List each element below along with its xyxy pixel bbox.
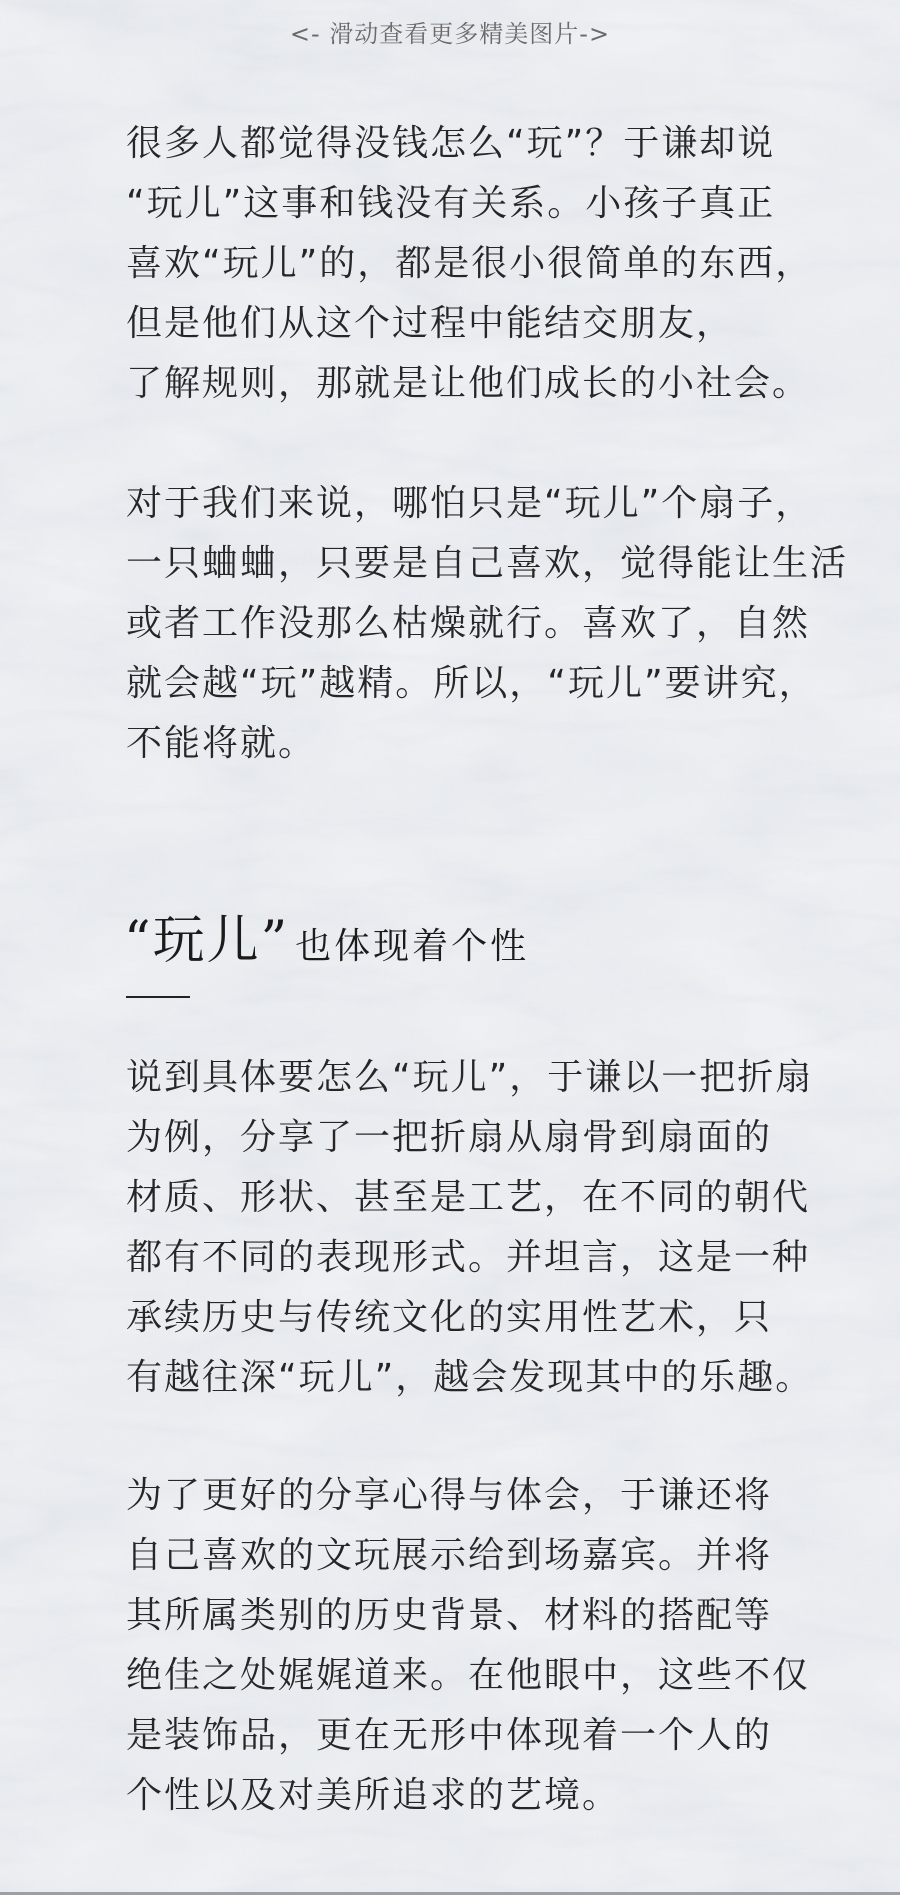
text-line: “玩儿”这事和钱没有关系。小孩子真正: [126, 183, 776, 224]
text-line: 是装饰品，更在无形中体现着一个人的: [126, 1715, 773, 1756]
text-line: 或者工作没那么枯燥就行。喜欢了，自然: [126, 603, 811, 644]
text-line: 对于我们来说，哪怕只是“玩儿”个扇子，: [126, 483, 814, 524]
text-line: 其所属类别的历史背景、材料的搭配等: [126, 1595, 773, 1636]
text-line: 但是他们从这个过程中能结交朋友，: [126, 303, 735, 344]
text-line: 为例，分享了一把折扇从扇骨到扇面的: [126, 1117, 773, 1158]
text-line: 承续历史与传统文化的实用性艺术，只: [126, 1297, 773, 1338]
swipe-hint: <- 滑动查看更多精美图片->: [289, 20, 611, 48]
text-line: 喜欢“玩儿”的，都是很小很简单的东西，: [126, 243, 814, 284]
text-line: 不能将就。: [126, 723, 317, 764]
text-line: 一只蛐蛐，只要是自己喜欢，觉得能让生活: [126, 543, 849, 584]
text-line: 就会越“玩”越精。所以，“玩儿”要讲究，: [126, 663, 817, 704]
text-line: 自己喜欢的文玩展示给到场嘉宾。并将: [126, 1535, 773, 1576]
paragraph-1: [126, 114, 814, 414]
paragraph-2: [126, 474, 849, 774]
heading-emphasis: “玩儿”: [124, 911, 290, 971]
section-heading: [124, 898, 529, 973]
paragraph-4: [126, 1466, 811, 1826]
text-line: 说到具体要怎么“玩儿”，于谦以一把折扇: [126, 1057, 814, 1098]
heading-rest: 也体现着个性: [295, 926, 530, 967]
text-line: 都有不同的表现形式。并坦言，这是一种: [126, 1237, 811, 1278]
text-line: 个性以及对美所追求的艺境。: [126, 1775, 621, 1816]
text-line: 为了更好的分享心得与体会，于谦还将: [126, 1475, 773, 1516]
text-line: 绝佳之处娓娓道来。在他眼中，这些不仅: [126, 1655, 811, 1696]
text-line: 了解规则，那就是让他们成长的小社会。: [126, 363, 811, 404]
text-line: 材质、形状、甚至是工艺，在不同的朝代: [126, 1177, 811, 1218]
heading-underline: [126, 996, 190, 998]
text-line: 很多人都觉得没钱怎么“玩”？于谦却说: [126, 123, 776, 164]
text-line: 有越往深“玩儿”，越会发现其中的乐趣。: [126, 1357, 814, 1398]
paragraph-3: [126, 1048, 814, 1408]
